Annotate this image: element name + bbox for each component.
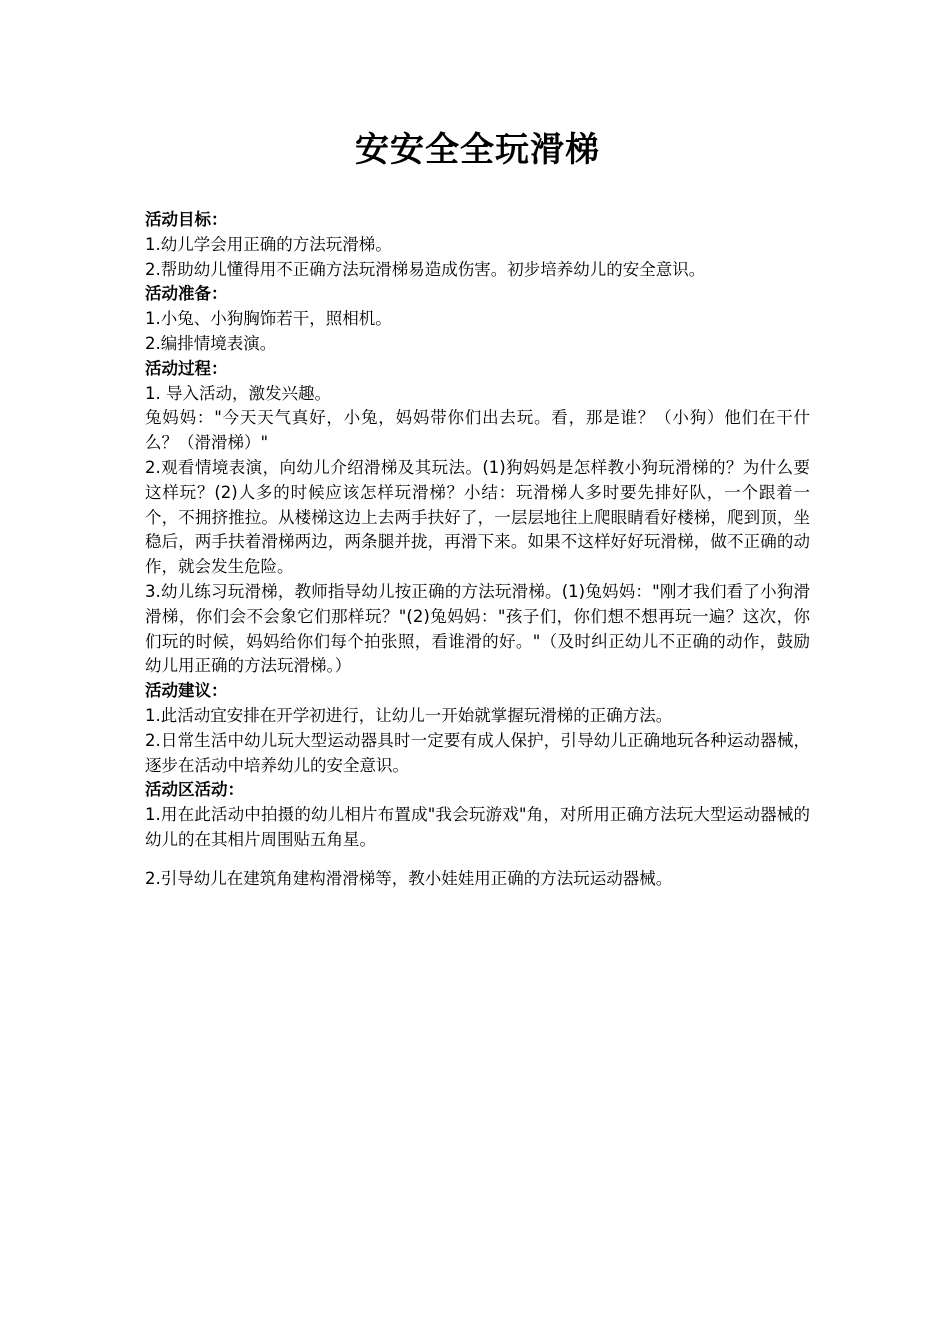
suggestion-item: 1.此活动宜安排在开学初进行，让幼儿一开始就掌握玩滑梯的正确方法。 (145, 705, 673, 725)
goal-item: 2.帮助幼儿懂得用不正确方法玩滑梯易造成伤害。初步培养幼儿的安全意识。 (145, 259, 706, 279)
goal-item: 1.幼儿学会用正确的方法玩滑梯。 (145, 234, 392, 254)
process-item: 兔妈妈："今天天气真好，小兔，妈妈带你们出去玩。看，那是谁？（小狗）他们在干什么？（滑滑梯）" (145, 408, 810, 453)
section-heading-goals: 活动目标： (145, 210, 228, 229)
area-activity-item: 1.用在此活动中拍摄的幼儿相片布置成"我会玩游戏"角，对所用正确方法玩大型运动器械的幼儿的在其相片周围贴五角星。 (145, 805, 810, 849)
process-item: 3.幼儿练习玩滑梯，教师指导幼儿按正确的方法玩滑梯。(1)兔妈妈："刚才我们看了小狗滑滑梯，你们会不会象它们那样玩？"(2)兔妈妈："孩子们，你们想不想再玩一遍？这次，你们玩的时候，妈妈给你们每个拍张照，看谁滑的好。"（及时纠正幼儿不正确的动作，鼓励幼儿用正确的方法玩滑梯。） (145, 581, 810, 676)
process-item: 1. 导入活动，激发兴趣。 (145, 383, 331, 403)
section-heading-process: 活动过程： (145, 358, 228, 378)
section-heading-preparation: 活动准备： (145, 284, 228, 304)
document-title: 安安全全玩滑梯 (355, 130, 600, 170)
suggestion-item: 2.日常生活中幼儿玩大型运动器具时一定要有成人保护，引导幼儿正确地玩各种运动器械，逐步在活动中培养幼儿的安全意识。 (145, 730, 810, 775)
section-heading-suggestions: 活动建议： (145, 681, 228, 701)
preparation-item: 1.小兔、小狗胸饰若干，照相机。 (145, 309, 392, 329)
process-item: 2.观看情境表演，向幼儿介绍滑梯及其玩法。(1)狗妈妈是怎样教小狗玩滑梯的？为什么要这样玩？(2)人多的时候应该怎样玩滑梯？小结：玩滑梯人多时要先排好队，一个跟着一个，不拥挤推拉。从楼梯这边上去两手扶好了，一层层地往上爬眼睛看好楼梯，爬到顶，坐稳后，两手扶着滑梯两边，两条腿并拢，再滑下来。如果不这样好好玩滑梯，做不正确的动作，就会发生危险。 (145, 457, 810, 577)
preparation-item: 2.编排情境表演。 (145, 333, 277, 353)
area-activity-item: 2.引导幼儿在建筑角建构滑滑梯等，教小娃娃用正确的方法玩运动器械。 (145, 868, 673, 888)
document-body (145, 208, 810, 892)
section-heading-area-activities: 活动区活动： (145, 780, 244, 800)
